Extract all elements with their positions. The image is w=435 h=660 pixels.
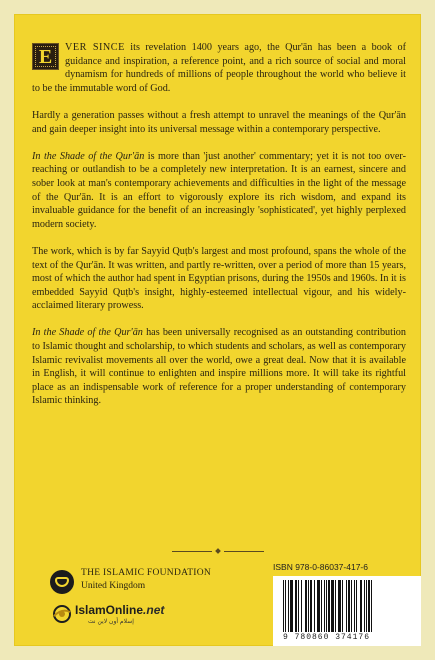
islamic-foundation-logo: [50, 570, 74, 594]
paragraph-3-text: is more than 'just another' commentary; yet it is not too over-reaching or outlandish to be a completely new interpretation. It is an earnest, sincere and sober look at man's contemporary achievements and difficulties in the light of the message of the Qur'ān. It is an effort to vigorously explore its rich wisdom, and expand its invaluable guidance for the benefit of an increasingly 'sophisticated', yet highly perplexed modern society.: [32, 150, 407, 230]
paragraph-5-text: has been universally recognised as an outstanding contribution to Islamic thought and scholarship, to which students and scholars, as well as contemporary Islamic revivalist movements all over the world, owe a great deal. Now that it is available in English, it will continue to enlighten and inspire millions more. It will take its rightful place as an indispensable work of reference for a proper understanding of contemporary Islamic thinking.: [32, 327, 406, 407]
barcode: [273, 576, 421, 646]
isbn-label: ISBN 978-0-86037-417-6: [273, 562, 368, 572]
dropcap-ornament: [32, 43, 59, 70]
paragraph-1: [32, 41, 406, 95]
book-title: In the Shade of the Qur'ān: [32, 150, 145, 162]
islamonline-arabic: إسلام أون لاين نت: [88, 618, 134, 625]
publisher-location: United Kingdom: [81, 581, 146, 591]
barcode-digits: 9 780860 374176: [283, 633, 371, 642]
dropcap-letter: E: [38, 45, 53, 68]
paragraph-1-text: its revelation 1400 years ago, the Qur'ān has been a book of guidance and inspiration, a reference point, and a rich source of social and moral dynamism for hundreds of millions of people throughout the world who believe it to be the immutable word of God.: [32, 42, 406, 94]
lead-words: VER SINCE: [65, 42, 125, 53]
publisher-name: THE ISLAMIC FOUNDATION: [81, 568, 212, 578]
barcode-bars: [283, 580, 415, 632]
ornamental-divider: [172, 546, 264, 556]
paragraph-5: [32, 326, 406, 408]
book-title: In the Shade of the Qur'ān: [32, 327, 143, 339]
islamonline-logo-icon: [50, 602, 74, 626]
paragraph-3: [32, 150, 406, 232]
paragraph-4: The work, which is by far Sayyid Quṭb's largest and most profound, spans the whole of the text of the Qur'ān. It was written, and partly re-written, over a period of more than 15 years, most of which the author had spent in Egyptian prisons, during the 1950s and 1960s. In it is embedded Sayyid Quṭb's insight, highly-esteemed intellectual vigour, and his widely-acclaimed literary prowess.: [32, 245, 406, 312]
paragraph-2: Hardly a generation passes without a fresh attempt to unravel the meanings of the Qur'ān and gain deeper insight into its universal message within a contemporary perspective.: [32, 109, 406, 135]
islamonline-wordmark: IslamOnline.net: [75, 603, 165, 617]
back-cover: [14, 14, 421, 646]
blurb: [32, 41, 406, 422]
